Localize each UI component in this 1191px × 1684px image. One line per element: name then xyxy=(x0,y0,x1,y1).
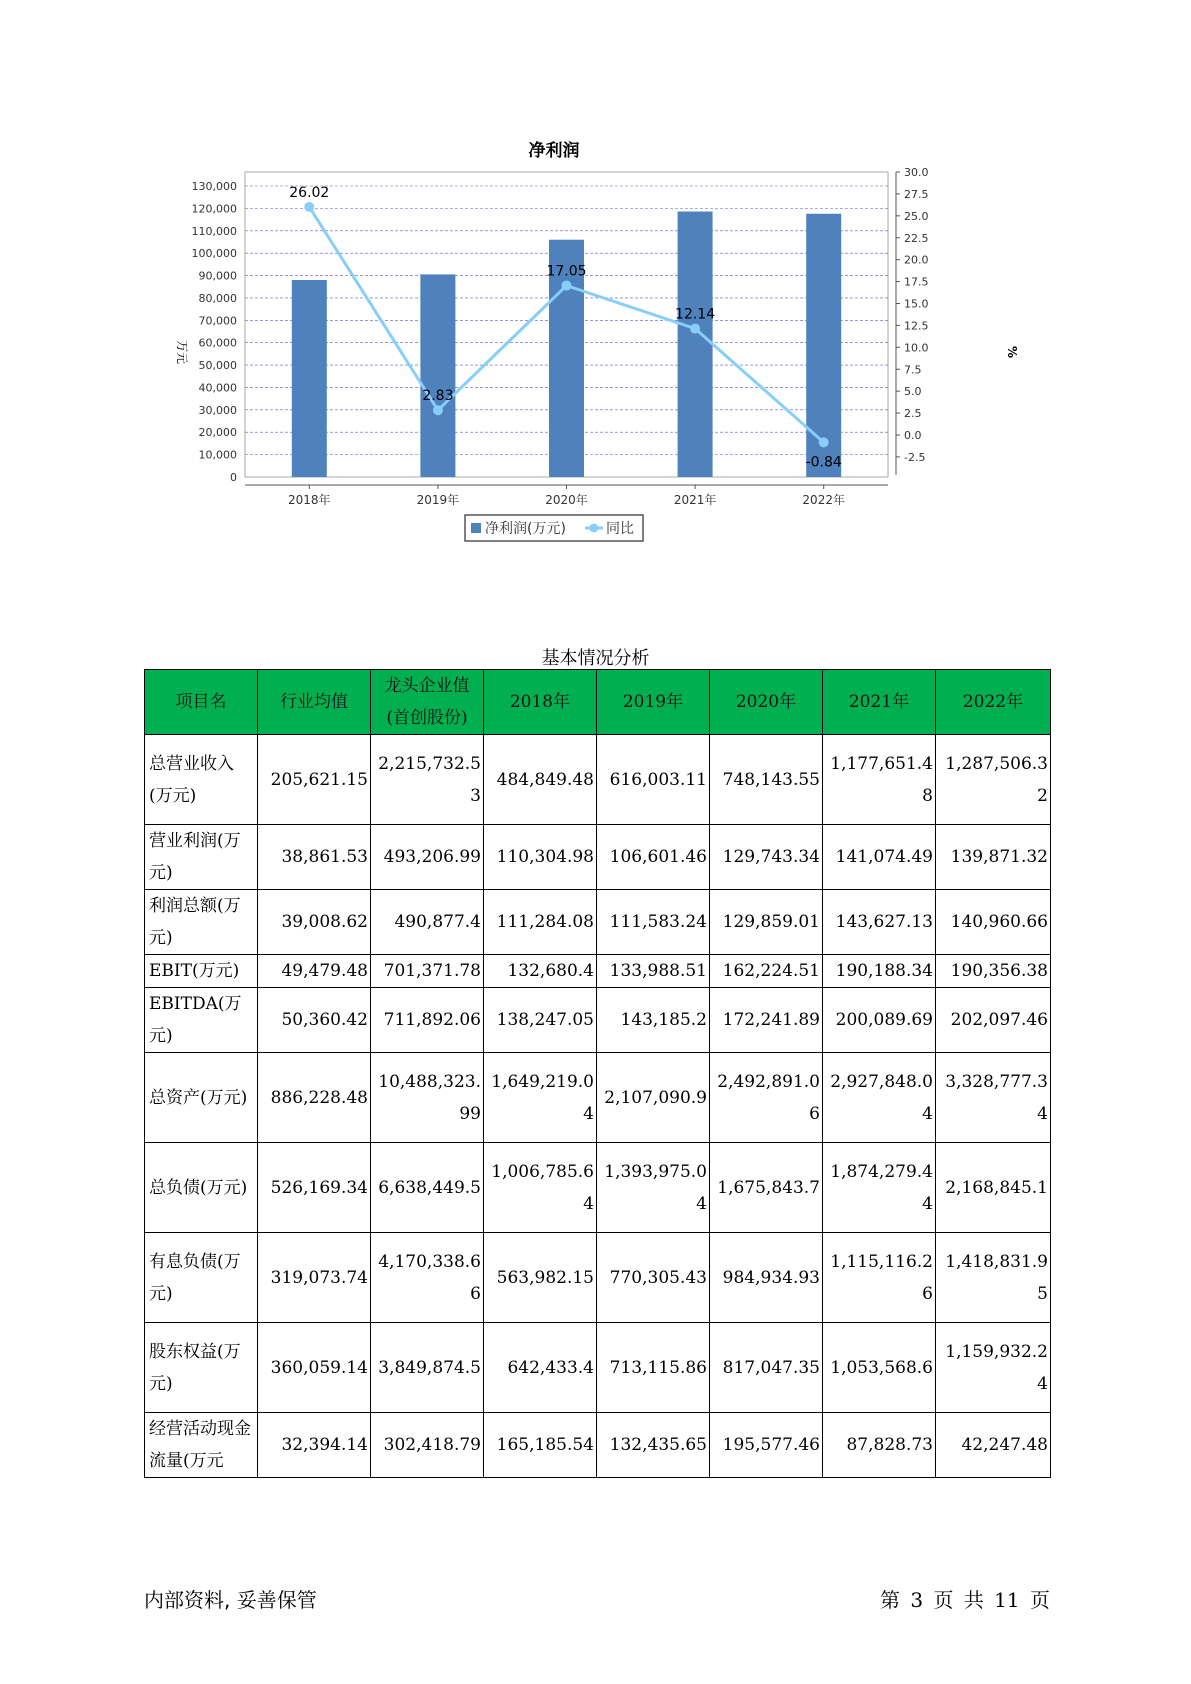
y-right-tick-label: 10.0 xyxy=(904,341,929,355)
y-left-tick-label: 30,000 xyxy=(198,403,237,417)
table-cell: 172,241.89 xyxy=(710,988,823,1053)
table-cell: 817,047.35 xyxy=(710,1323,823,1413)
y-left-tick-label: 130,000 xyxy=(191,180,237,193)
y-right-tick-label: 7.5 xyxy=(904,363,922,377)
yoy-data-label: -0.84 xyxy=(805,454,842,471)
table-cell: 138,247.05 xyxy=(484,988,597,1053)
table-cell: 190,188.34 xyxy=(823,955,936,988)
yoy-data-label: 26.02 xyxy=(289,184,330,201)
table-cell: 1,874,279.44 xyxy=(823,1143,936,1233)
y-right-tick-label: 17.5 xyxy=(904,275,929,289)
table-header-cell: 2019年 xyxy=(597,670,710,735)
y-right-tick-label: 5.0 xyxy=(904,385,922,399)
table-cell: 10,488,323.99 xyxy=(371,1053,484,1143)
x-tick-label: 2018年 xyxy=(288,493,331,507)
table-cell: 713,115.86 xyxy=(597,1323,710,1413)
y-axis-right-label: % xyxy=(1005,345,1019,359)
table-row xyxy=(145,890,1051,955)
y-left-tick-label: 20,000 xyxy=(198,426,237,440)
row-label: 股东权益(万元) xyxy=(145,1323,258,1413)
table-cell: 38,861.53 xyxy=(258,825,371,890)
table-cell: 711,892.06 xyxy=(371,988,484,1053)
table-header-cell: 2021年 xyxy=(823,670,936,735)
table-cell: 302,418.79 xyxy=(371,1413,484,1478)
basic-analysis-table xyxy=(144,669,1051,1478)
table-cell: 4,170,338.66 xyxy=(371,1233,484,1323)
yoy-data-label: 12.14 xyxy=(675,306,716,323)
table-cell: 205,621.15 xyxy=(258,735,371,825)
table-cell: 143,627.13 xyxy=(823,890,936,955)
yoy-data-label: 2.83 xyxy=(422,388,454,405)
bar-0 xyxy=(292,280,327,477)
net-profit-chart xyxy=(170,130,1050,600)
table-cell: 3,328,777.34 xyxy=(936,1053,1051,1143)
y-left-tick-label: 0 xyxy=(230,471,237,484)
yoy-point-2 xyxy=(562,281,572,291)
table-cell: 1,287,506.32 xyxy=(936,735,1051,825)
y-right-tick-label: 22.5 xyxy=(904,231,929,245)
table-row xyxy=(145,825,1051,890)
table-cell: 2,168,845.1 xyxy=(936,1143,1051,1233)
table-cell: 770,305.43 xyxy=(597,1233,710,1323)
table-cell: 616,003.11 xyxy=(597,735,710,825)
table-cell: 2,492,891.06 xyxy=(710,1053,823,1143)
table-cell: 140,960.66 xyxy=(936,890,1051,955)
chart-legend xyxy=(465,515,643,541)
legend-line-label: 同比 xyxy=(606,521,634,537)
table-cell: 2,215,732.53 xyxy=(371,735,484,825)
table-cell: 139,871.32 xyxy=(936,825,1051,890)
table-row xyxy=(145,1053,1051,1143)
table-cell: 526,169.34 xyxy=(258,1143,371,1233)
table-cell: 1,418,831.95 xyxy=(936,1233,1051,1323)
table-cell: 1,177,651.48 xyxy=(823,735,936,825)
y-right-tick-label: 12.5 xyxy=(904,319,929,333)
footer-page-number: 第 3 页 共 11 页 xyxy=(880,1588,1050,1612)
table-cell: 6,638,449.5 xyxy=(371,1143,484,1233)
table-row xyxy=(145,1413,1051,1478)
row-label: 有息负债(万元) xyxy=(145,1233,258,1323)
yoy-data-label: 17.05 xyxy=(546,263,587,280)
table-row xyxy=(145,735,1051,825)
table-cell: 111,284.08 xyxy=(484,890,597,955)
y-right-tick-label: 20.0 xyxy=(904,253,929,267)
table-cell: 984,934.93 xyxy=(710,1233,823,1323)
x-tick-label: 2021年 xyxy=(673,493,717,507)
table-cell: 1,649,219.04 xyxy=(484,1053,597,1143)
bar-1 xyxy=(420,274,455,477)
table-cell: 50,360.42 xyxy=(258,988,371,1053)
table-header-cell: 2022年 xyxy=(936,670,1051,735)
table-cell: 133,988.51 xyxy=(597,955,710,988)
table-row xyxy=(145,988,1051,1053)
table-cell: 42,247.48 xyxy=(936,1413,1051,1478)
table-cell: 132,435.65 xyxy=(597,1413,710,1478)
table-cell: 129,859.01 xyxy=(710,890,823,955)
table-header-cell: 行业均值 xyxy=(258,670,371,735)
legend-bar-swatch xyxy=(471,523,481,533)
y-left-tick-label: 10,000 xyxy=(198,448,237,462)
table-cell: 484,849.48 xyxy=(484,735,597,825)
y-right-tick-label: 27.5 xyxy=(904,187,929,201)
table-row xyxy=(145,1323,1051,1413)
y-left-tick-label: 70,000 xyxy=(198,314,237,328)
table-cell: 1,393,975.04 xyxy=(597,1143,710,1233)
table-cell: 32,394.14 xyxy=(258,1413,371,1478)
table-cell: 111,583.24 xyxy=(597,890,710,955)
table-cell: 110,304.98 xyxy=(484,825,597,890)
y-left-tick-label: 90,000 xyxy=(198,269,237,283)
legend-line-marker xyxy=(590,524,599,533)
y-left-tick-label: 80,000 xyxy=(198,291,237,305)
row-label: EBIT(万元) xyxy=(145,955,258,988)
chart-title: 净利润 xyxy=(528,141,580,161)
row-label: 总营业收入(万元) xyxy=(145,735,258,825)
y-left-tick-label: 100,000 xyxy=(191,247,237,261)
table-cell: 1,115,116.26 xyxy=(823,1233,936,1323)
table-cell: 319,073.74 xyxy=(258,1233,371,1323)
row-label: 利润总额(万元) xyxy=(145,890,258,955)
y-left-tick-label: 120,000 xyxy=(191,202,237,216)
row-label: 总资产(万元) xyxy=(145,1053,258,1143)
y-left-tick-label: 110,000 xyxy=(191,224,237,238)
table-header-cell: 项目名 xyxy=(145,670,258,735)
table-cell: 1,675,843.7 xyxy=(710,1143,823,1233)
table-cell: 190,356.38 xyxy=(936,955,1051,988)
yoy-point-3 xyxy=(690,324,700,334)
table-cell: 701,371.78 xyxy=(371,955,484,988)
yoy-point-1 xyxy=(433,405,443,415)
y-right-tick-label: 2.5 xyxy=(904,407,922,421)
table-cell: 1,006,785.64 xyxy=(484,1143,597,1233)
table-cell: 129,743.34 xyxy=(710,825,823,890)
y-right-tick-label: 15.0 xyxy=(904,297,929,311)
bar-3 xyxy=(678,212,713,477)
y-right-tick-label: -2.5 xyxy=(904,450,926,464)
x-tick-label: 2022年 xyxy=(802,493,845,507)
y-right-tick-label: 30.0 xyxy=(904,166,929,179)
table-cell: 2,107,090.9 xyxy=(597,1053,710,1143)
y-left-tick-label: 60,000 xyxy=(198,336,237,350)
table-cell: 3,849,874.5 xyxy=(371,1323,484,1413)
table-cell: 132,680.4 xyxy=(484,955,597,988)
table-cell: 642,433.4 xyxy=(484,1323,597,1413)
table-cell: 563,982.15 xyxy=(484,1233,597,1323)
table-header-cell: 龙头企业值(首创股份) xyxy=(371,670,484,735)
row-label: 经营活动现金流量(万元 xyxy=(145,1413,258,1478)
table-cell: 748,143.55 xyxy=(710,735,823,825)
table-cell: 360,059.14 xyxy=(258,1323,371,1413)
table-row xyxy=(145,1143,1051,1233)
y-axis-left-label: 万元 xyxy=(175,339,189,365)
y-right-tick-label: 25.0 xyxy=(904,209,929,223)
table-header-row xyxy=(145,670,1051,735)
table-cell: 1,159,932.24 xyxy=(936,1323,1051,1413)
table-cell: 143,185.2 xyxy=(597,988,710,1053)
table-cell: 87,828.73 xyxy=(823,1413,936,1478)
legend-bar-label: 净利润(万元) xyxy=(485,521,566,537)
table-cell: 2,927,848.04 xyxy=(823,1053,936,1143)
y-left-tick-label: 40,000 xyxy=(198,381,237,395)
row-label: EBITDA(万元) xyxy=(145,988,258,1053)
table-cell: 202,097.46 xyxy=(936,988,1051,1053)
table-header-cell: 2020年 xyxy=(710,670,823,735)
table-cell: 165,185.54 xyxy=(484,1413,597,1478)
table-caption: 基本情况分析 xyxy=(541,648,650,669)
table-cell: 493,206.99 xyxy=(371,825,484,890)
table-cell: 490,877.4 xyxy=(371,890,484,955)
table-cell: 141,074.49 xyxy=(823,825,936,890)
footer-confidential: 内部资料, 妥善保管 xyxy=(144,1588,317,1612)
row-label: 总负债(万元) xyxy=(145,1143,258,1233)
yoy-point-0 xyxy=(304,202,314,212)
table-cell: 1,053,568.6 xyxy=(823,1323,936,1413)
y-left-tick-label: 50,000 xyxy=(198,359,237,373)
table-cell: 195,577.46 xyxy=(710,1413,823,1478)
table-cell: 200,089.69 xyxy=(823,988,936,1053)
table-cell: 886,228.48 xyxy=(258,1053,371,1143)
table-cell: 162,224.51 xyxy=(710,955,823,988)
y-right-tick-label: 0.0 xyxy=(904,429,922,442)
table-row xyxy=(145,955,1051,988)
row-label: 营业利润(万元) xyxy=(145,825,258,890)
table-header-cell: 2018年 xyxy=(484,670,597,735)
x-tick-label: 2019年 xyxy=(416,493,460,507)
x-tick-label: 2020年 xyxy=(545,493,588,507)
yoy-point-4 xyxy=(819,437,829,447)
table-cell: 106,601.46 xyxy=(597,825,710,890)
table-cell: 49,479.48 xyxy=(258,955,371,988)
table-row xyxy=(145,1233,1051,1323)
table-cell: 39,008.62 xyxy=(258,890,371,955)
